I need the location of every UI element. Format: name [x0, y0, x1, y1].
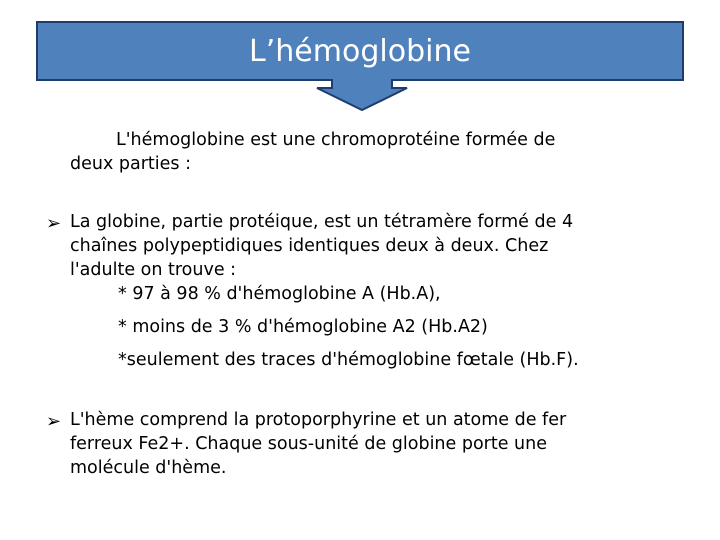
intro-line: deux parties : — [70, 154, 191, 174]
bullet-subline: *seulement des traces d'hémoglobine fœtale (Hb.F). — [118, 350, 579, 370]
bullet-item-globine — [46, 210, 676, 372]
bullet-subline: * 97 à 98 % d'hémoglobine A (Hb.A), — [118, 284, 441, 304]
bullet-line: chaînes polypeptidiques identiques deux à deux. Chez — [70, 236, 549, 256]
intro-line: L'hémoglobine est une chromoprotéine formée de — [116, 130, 556, 150]
bullet-text — [70, 408, 676, 480]
arrow-bullet-icon: ➢ — [46, 213, 62, 234]
bullet-line: L'hème comprend la protoporphyrine et un atome de fer — [70, 410, 567, 430]
bullet-line: La globine, partie protéique, est un tétramère formé de 4 — [70, 212, 574, 232]
bullet-subline: * moins de 3 % d'hémoglobine A2 (Hb.A2) — [118, 317, 488, 337]
intro-paragraph — [70, 128, 670, 176]
bullet-line: ferreux Fe2+. Chaque sous-unité de globine porte une — [70, 434, 548, 454]
page-title: L’hémoglobine — [249, 33, 471, 69]
bullet-line: molécule d'hème. — [70, 458, 227, 478]
title-banner — [0, 0, 720, 112]
arrow-bullet-icon: ➢ — [46, 411, 62, 432]
bullet-text — [70, 210, 676, 372]
bullet-item-heme — [46, 408, 676, 480]
bullet-line: l'adulte on trouve : — [70, 260, 237, 280]
